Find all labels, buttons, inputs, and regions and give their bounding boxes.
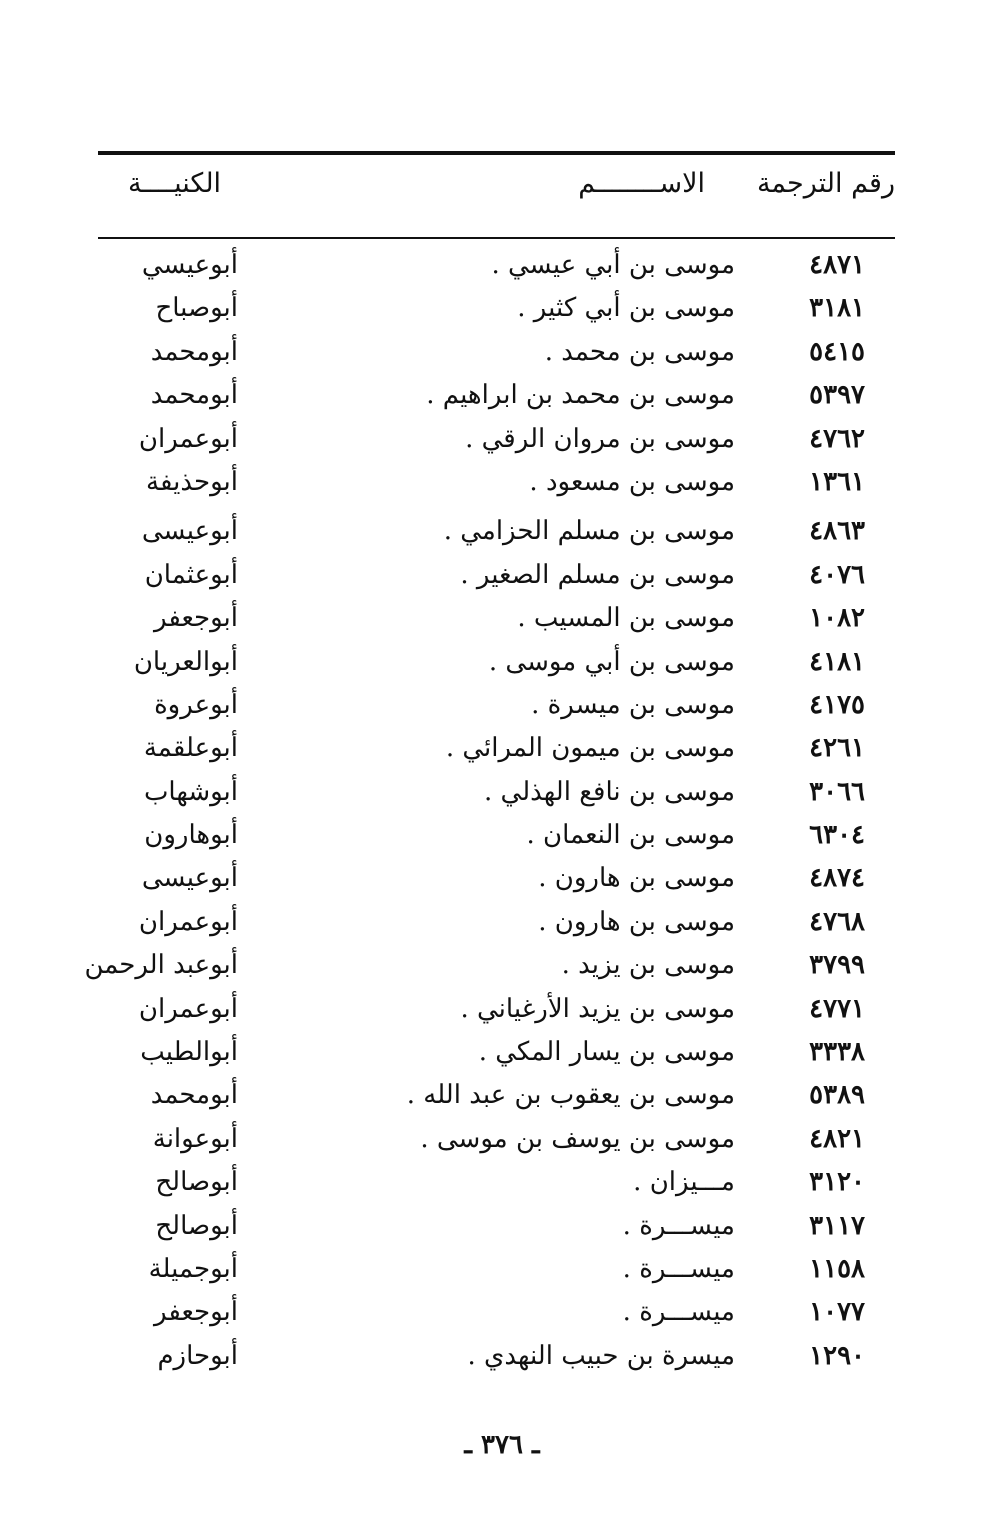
entry-kunya: أبوجميلة [148, 1253, 238, 1284]
entry-number: ١٢٩٠ [809, 1340, 865, 1371]
entry-number: ٦٣٠٤ [809, 820, 865, 851]
table-row [98, 994, 895, 1037]
table-row [98, 690, 895, 733]
entry-number: ٤٧٧١ [809, 993, 865, 1024]
top-rule [98, 151, 895, 155]
entry-name: موسى بن يوسف بن موسى . [420, 1123, 735, 1154]
table-row [98, 293, 895, 336]
entry-kunya: أبوعمران [138, 423, 238, 454]
table-row [98, 560, 895, 603]
entry-name: مـــيزان . [633, 1167, 735, 1198]
entry-kunya: أبوصالح [155, 1167, 238, 1198]
entry-number: ٤٨٢١ [809, 1123, 865, 1154]
entry-kunya: أبومحمد [150, 336, 238, 367]
table-row [98, 733, 895, 776]
table-row [98, 647, 895, 690]
entry-name: موسى بن هارون . [538, 863, 735, 894]
entry-number: ٤٠٧٦ [809, 559, 865, 590]
entry-name: ميسرة بن حبيب النهدي . [467, 1340, 735, 1371]
table-row [98, 380, 895, 423]
entry-name: موسى بن أبي عيسي . [491, 250, 735, 280]
entry-number: ٥٣٨٩ [809, 1080, 865, 1111]
entry-kunya: أبوعلقمة [143, 733, 238, 764]
entry-number: ٣١٨١ [809, 293, 865, 324]
entry-name: موسى بن أبي كثير . [517, 293, 735, 324]
entry-number: ٥٤١٥ [809, 336, 865, 367]
entry-number: ٥٣٩٧ [809, 380, 865, 411]
entry-kunya: أبوعمران [138, 906, 238, 937]
entry-name: ميســـرة . [622, 1253, 735, 1284]
entry-name: موسى بن نافع الهذلي . [484, 776, 735, 807]
table-row [98, 777, 895, 820]
entry-number: ٤٧٦٢ [809, 423, 865, 454]
header-rule [98, 237, 895, 239]
entry-number: ٤٢٦١ [809, 733, 865, 764]
table-row [98, 1341, 895, 1384]
entry-number: ٣١٢٠ [809, 1167, 865, 1198]
table-row [98, 907, 895, 950]
entry-name: ميســـرة . [622, 1210, 735, 1241]
entry-name: موسى بن يزيد . [561, 950, 735, 981]
entry-number: ٤٧٦٨ [809, 906, 865, 937]
entry-number: ١٠٨٢ [809, 603, 865, 634]
table-row [98, 1124, 895, 1167]
entry-name: موسى بن ميمون المرائي . [445, 733, 735, 764]
table-row [98, 467, 895, 510]
entry-kunya: أبوجعفر [153, 603, 238, 634]
entry-number: ٣٣٣٨ [809, 1037, 865, 1068]
entry-kunya: أبوعيسى [141, 863, 238, 894]
entry-name: موسى بن أبي موسى . [488, 646, 735, 677]
table-row [98, 1297, 895, 1340]
table-row [98, 250, 895, 293]
entry-name: ميســـرة . [622, 1297, 735, 1328]
table-row [98, 863, 895, 906]
entry-kunya: أبومحمد [150, 380, 238, 411]
entry-kunya: أبوالطيب [140, 1037, 238, 1068]
entry-kunya: أبوهارون [144, 820, 238, 851]
entry-number: ٤٨٧٤ [809, 863, 865, 894]
entry-kunya: أبوعيسى [141, 516, 238, 547]
entry-kunya: أبوعروة [154, 689, 238, 720]
page-number: ـ ٣٧٦ ـ [464, 1430, 540, 1460]
header-kunya-label: الكنيــــة [128, 168, 222, 199]
entry-name: موسى بن مسعود . [529, 466, 735, 497]
table-body [84, 250, 895, 1384]
table-row [98, 516, 895, 559]
entry-number: ٣٠٦٦ [809, 776, 865, 807]
table-row [98, 1167, 895, 1210]
entry-kunya: أبوعبد الرحمن [84, 950, 238, 981]
table-row [98, 1080, 895, 1123]
entry-kunya: أبوحذيفة [146, 466, 238, 497]
entry-number: ٣٧٩٩ [809, 950, 865, 981]
entry-name: موسى بن محمد . [544, 336, 735, 367]
entry-kunya: أبوصالح [155, 1210, 238, 1241]
entry-kunya: أبوعيسي [141, 250, 238, 280]
table-row [98, 1037, 895, 1080]
entry-kunya: أبوشهاب [143, 776, 238, 807]
entry-name: موسى بن يعقوب بن عبد الله . [406, 1080, 735, 1111]
table-row [98, 603, 895, 646]
header-name-label: الاســــــــم [578, 168, 705, 199]
entry-name: موسى بن مسلم الصغير . [460, 559, 735, 590]
entry-number: ٤١٨١ [809, 646, 865, 677]
entry-name: موسى بن النعمان . [526, 820, 735, 851]
entry-number: ١١٥٨ [809, 1253, 865, 1284]
header-number-label: رقم الترجمة [756, 168, 895, 199]
entry-kunya: أبوعمران [138, 993, 238, 1024]
table-header [98, 168, 895, 218]
entry-kunya: أبوالعريان [133, 646, 238, 677]
entry-number: ١٣٦١ [809, 466, 865, 497]
table-row [98, 820, 895, 863]
entry-kunya: أبوجعفر [153, 1297, 238, 1328]
entry-name: موسى بن مروان الرقي . [465, 423, 735, 454]
table-row [98, 337, 895, 380]
entry-kunya: أبوحازم [157, 1340, 238, 1371]
table-row [98, 1254, 895, 1297]
entry-kunya: أبوعوانة [152, 1123, 238, 1154]
entry-name: موسى بن محمد بن ابراهيم . [426, 380, 735, 411]
entry-name: موسى بن المسيب . [517, 603, 735, 634]
table-row [84, 950, 895, 993]
entry-kunya: أبومحمد [150, 1080, 238, 1111]
table-row [98, 424, 895, 467]
entry-number: ٤٨٦٣ [809, 516, 865, 547]
entry-number: ١٠٧٧ [809, 1297, 865, 1328]
entry-number: ٣١١٧ [809, 1210, 865, 1241]
entry-name: موسى بن هارون . [538, 906, 735, 937]
entry-name: موسى بن يزيد الأرغياني . [460, 993, 735, 1024]
entry-name: موسى بن يسار المكي . [478, 1037, 735, 1068]
entry-kunya: أبوصباح [155, 293, 238, 324]
entry-name: موسى بن مسلم الحزامي . [443, 516, 735, 547]
entry-name: موسى بن ميسرة . [531, 689, 735, 720]
entry-number: ٤١٧٥ [809, 689, 865, 720]
entry-kunya: أبوعثمان [144, 559, 238, 590]
entry-number: ٤٨٧١ [809, 250, 865, 280]
table-row [98, 1211, 895, 1254]
